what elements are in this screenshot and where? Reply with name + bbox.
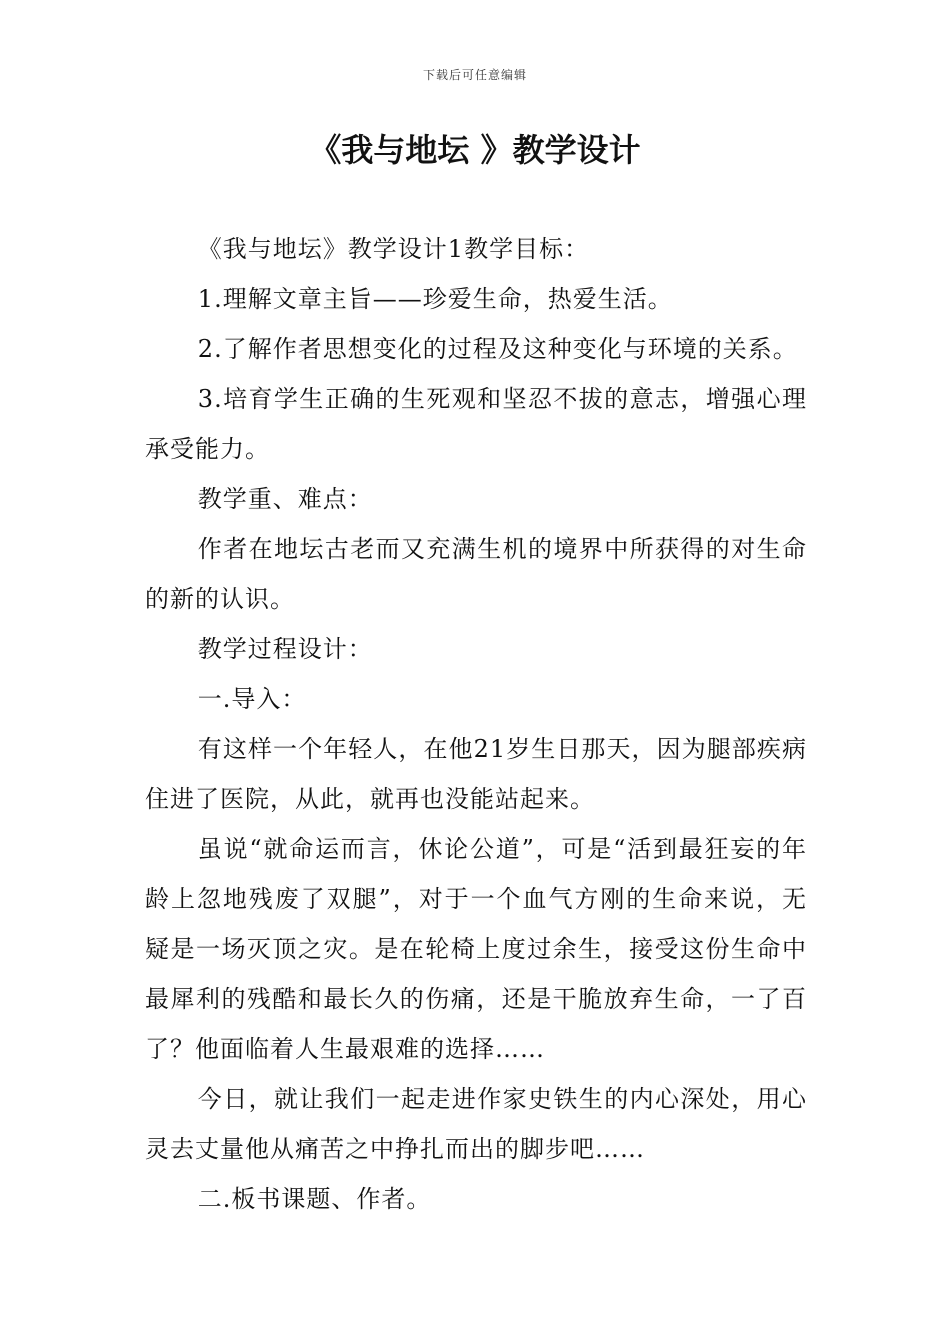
paragraph-section-2-heading: 二.板书课题、作者。 <box>197 1185 432 1213</box>
paragraph-objective-3: 3.培育学生正确的生死观和坚忍不拔的意志，增强心理承受能力。 <box>145 385 807 463</box>
paragraph-key-points: 作者在地坛古老而又充满生机的境界中所获得的对生命的新的认识。 <box>145 535 807 613</box>
paragraph-key-points-heading: 教学重、难点： <box>197 485 373 513</box>
paragraph-intro-3: 今日，就让我们一起走进作家史铁生的内心深处，用心灵去丈量他从痛苦之中挣扎而出的脚步吧…… <box>145 1085 807 1163</box>
header-note: 下载后可任意编辑 <box>422 68 527 82</box>
paragraph-process-heading: 教学过程设计： <box>197 635 373 663</box>
paragraph-intro-heading: 一.导入： <box>197 685 307 713</box>
paragraph-objectives-heading: 《我与地坛》教学设计1教学目标： <box>197 235 590 263</box>
document-body <box>145 224 807 1224</box>
paragraph-objective-2: 2.了解作者思想变化的过程及这种变化与环境的关系。 <box>197 335 798 363</box>
document-title: 《我与地坛 》教学设计 <box>309 131 641 169</box>
paragraph-objective-1: 1.理解文章主旨——珍爱生命，热爱生活。 <box>197 285 673 313</box>
paragraph-intro-2: 虽说“就命运而言，休论公道”，可是“活到最狂妄的年龄上忽地残废了双腿”，对于一个血气方刚的生命来说，无疑是一场灭顶之灾。是在轮椅上度过余生，接受这份生命中最犀利的残酷和最长久的伤痛，还是干脆放弃生命，一了百了？他面临着人生最艰难的选择…… <box>145 835 807 1063</box>
paragraph-intro-1: 有这样一个年轻人，在他21岁生日那天，因为腿部疾病住进了医院，从此，就再也没能站起来。 <box>145 735 807 813</box>
